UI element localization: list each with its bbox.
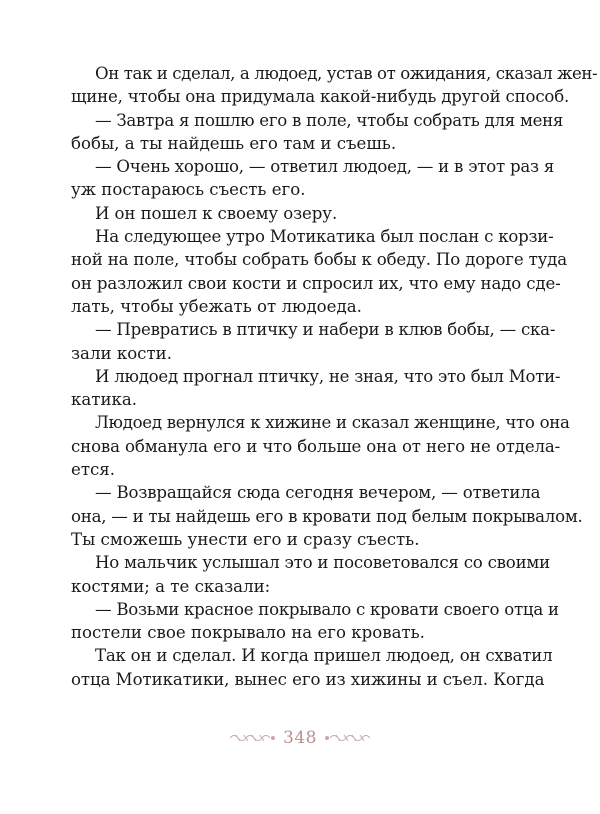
text-line: постели свое покрывало на его кровать. [71,623,425,643]
page-footer [0,723,600,753]
paragraph [71,551,550,598]
paragraph [71,62,598,109]
text-line: — Возьми красное покрывало с кровати своего отца и [95,599,559,619]
text-line: И людоед прогнал птичку, не зная, что это был Моти- [95,366,561,386]
text-line: ется. [71,460,116,480]
text-line: На следующее утро Мотикатика был послан с корзи- [95,227,554,247]
text-line: она, — и ты найдешь его в кровати под белым покрывалом. [71,506,583,526]
text-line: он разложил свои кости и спросил их, что ему надо сде- [71,273,561,293]
text-line: костями; а те сказали: [71,576,271,596]
paragraph [71,644,553,691]
page-number: 348 [283,728,317,748]
text-line: лать, чтобы убежать от людоеда. [71,296,362,316]
text-line: снова обманула его и что больше она от него не отдела- [71,436,561,456]
page-body [71,62,598,691]
text-line: — Возвращайся сюда сегодня вечером, — ответила [95,483,541,503]
left-ornament-icon [228,731,276,745]
text-line: щине, чтобы она придумала какой-нибудь другой способ. [71,87,570,107]
text-line: Так он и сделал. И когда пришел людоед, он схватил [95,646,553,666]
text-line: ной на поле, чтобы собрать бобы к обеду. По дороге туда [71,250,567,270]
paragraph [71,411,570,481]
text-line: — Превратись в птичку и набери в клюв бобы, — ска- [95,320,556,340]
text-line: — Очень хорошо, — ответил людоед, — и в этот раз я [95,157,555,177]
text-line: Людоед вернулся к хижине и сказал женщине, что она [95,413,570,433]
paragraph [71,598,559,645]
text-line: катика. [71,390,138,410]
text-line: бобы, а ты найдешь его там и съешь. [71,133,397,153]
text-line: Он так и сделал, а людоед, устав от ожидания, сказал жен- [95,64,598,83]
text-line: Ты сможешь унести его и сразу съесть. [71,529,420,549]
text-line: Но мальчик услышал это и посоветовался со своими [95,553,550,573]
paragraph [71,225,567,318]
text-line: уж постараюсь съесть его. [71,180,306,200]
paragraph [71,481,583,551]
paragraph [71,202,532,225]
text-line: И он пошел к своему озеру. [95,203,338,223]
text-line: зали кости. [71,343,172,363]
right-ornament-icon [324,731,372,745]
paragraph [71,109,564,156]
text-line: — Завтра я пошлю его в поле, чтобы собрать для меня [95,110,564,130]
text-line: отца Мотикатики, вынес его из хижины и съел. Когда [71,669,545,689]
paragraph [71,318,556,365]
paragraph [71,155,555,202]
paragraph [71,365,561,412]
